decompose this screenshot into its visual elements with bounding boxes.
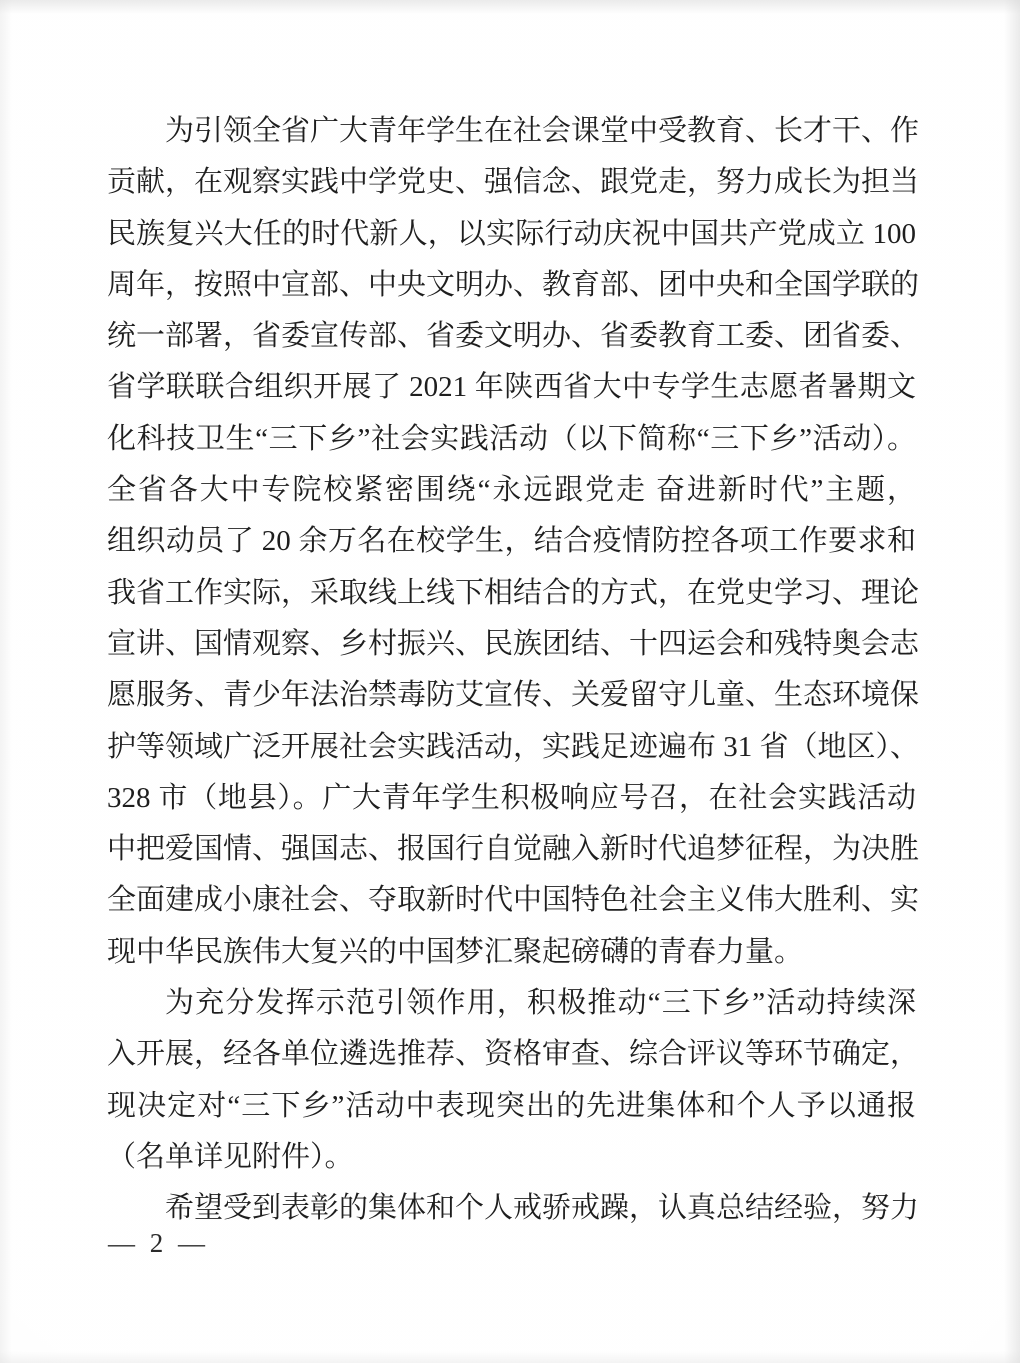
- text-line: 全面建成小康社会、夺取新时代中国特色社会主义伟大胜利、实: [107, 884, 920, 917]
- text-line: 希望受到表彰的集体和个人戒骄戒躁，认真总结经验，努力: [165, 1192, 920, 1225]
- scan-shading-left: [0, 0, 12, 1363]
- document-body-text: [107, 106, 920, 1235]
- scan-shading-right: [1004, 0, 1020, 1363]
- text-line: 为充分发挥示范引领作用，积极推动“三下乡”活动持续深: [165, 987, 916, 1020]
- text-line: 现中华民族伟大复兴的中国梦汇聚起磅礴的青春力量。: [107, 935, 804, 968]
- text-line: 化科技卫生“三下乡”社会实践活动（以下简称“三下乡”活动）。: [107, 422, 916, 455]
- text-line: 省学联联合组织开展了 2021 年陕西省大中专学生志愿者暑期文: [107, 371, 916, 404]
- text-line: 愿服务、青少年法治禁毒防艾宣传、关爱留守儿童、生态环境保: [107, 679, 920, 712]
- scan-shading-top: [0, 0, 1020, 14]
- text-line: 全省各大中专院校紧密围绕“永远跟党走 奋进新时代”主题，: [107, 474, 916, 507]
- page-number: — 2 —: [108, 1228, 209, 1258]
- text-line: 组织动员了 20 余万名在校学生，结合疫情防控各项工作要求和: [107, 525, 916, 558]
- text-line: 入开展，经各单位遴选推荐、资格审查、综合评议等环节确定，: [107, 1038, 920, 1071]
- text-line: 为引领全省广大青年学生在社会课堂中受教育、长才干、作: [165, 115, 920, 147]
- text-line: 宣讲、国情观察、乡村振兴、民族团结、十四运会和残特奥会志: [107, 627, 920, 660]
- text-line: 现决定对“三下乡”活动中表现突出的先进集体和个人予以通报: [107, 1089, 916, 1122]
- text-line: 周年，按照中宣部、中央文明办、教育部、团中央和全国学联的: [107, 268, 920, 301]
- text-line: 我省工作实际，采取线上线下相结合的方式，在党史学习、理论: [107, 576, 920, 609]
- text-line: 民族复兴大任的时代新人，以实际行动庆祝中国共产党成立 100: [107, 217, 916, 250]
- text-line: 护等领域广泛开展社会实践活动，实践足迹遍布 31 省（地区）、: [107, 730, 920, 763]
- text-line: 统一部署，省委宣传部、省委文明办、省委教育工委、团省委、: [107, 320, 920, 353]
- text-line: 贡献，在观察实践中学党史、强信念、跟党走，努力成长为担当: [107, 166, 920, 199]
- text-line: （名单详见附件）。: [107, 1140, 354, 1173]
- text-line: 中把爱国情、强国志、报国行自觉融入新时代追梦征程，为决胜: [107, 833, 920, 866]
- text-line: 328 市（地县）。广大青年学生积极响应号召，在社会实践活动: [107, 781, 916, 814]
- scan-shading-bottom: [0, 1351, 1020, 1363]
